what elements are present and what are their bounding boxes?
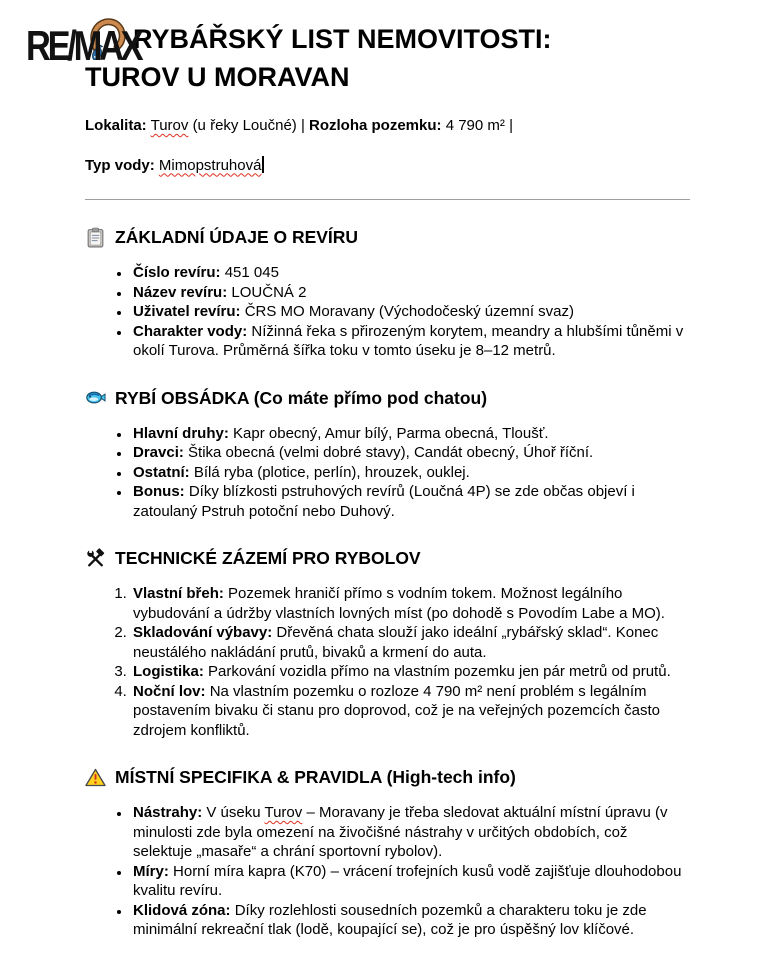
remax-logo: RE/MAX	[26, 22, 141, 69]
item-text: Pozemek hraničí přímo s vodním tokem. Možnost legálního vybudování a údržby vlastních lovných míst (po dohodě s Povodím Labe a MO).	[133, 585, 665, 622]
fish-icon	[85, 387, 106, 408]
list-item	[131, 482, 690, 521]
list-item	[131, 424, 690, 444]
list-item	[131, 322, 690, 361]
item-label: Vlastní břeh:	[133, 585, 224, 602]
item-text: Na vlastním pozemku o rozloze 4 790 m² není problém s legálním postavením bivaku či stanu pro doprovod, což je na veřejných pozemcích často zdrojem konfliktů.	[133, 682, 660, 739]
rozloha-value: 4 790 m² |	[445, 117, 513, 134]
item-text: Parkování vozidla přímo na vlastním pozemku jen pár metrů od prutů.	[208, 663, 671, 680]
item-label: Bonus:	[133, 483, 185, 500]
section-title: ZÁKLADNÍ ÚDAJE O REVÍRU	[115, 227, 359, 247]
divider	[85, 199, 690, 200]
clipboard-icon	[85, 227, 106, 248]
lokalita-label: Lokalita:	[85, 117, 147, 134]
list-item	[131, 662, 690, 682]
item-text: Kapr obecný, Amur bílý, Parma obecná, Tloušť.	[233, 424, 549, 442]
item-text: 451 045	[224, 264, 279, 281]
item-text: Dřevěná chata slouží jako ideální „rybářský sklad“. Konec neustálého nakládání prutů, bivaků a krmení do auta.	[133, 624, 659, 661]
item-label: Noční lov:	[133, 682, 206, 700]
list-item	[131, 283, 690, 303]
typ-vody-label: Typ vody:	[85, 156, 155, 174]
item-text: Štika obecná (velmi dobré stavy), Candát obecný, Úhoř říční.	[188, 444, 594, 461]
list-item	[131, 803, 690, 862]
item-label: Charakter vody:	[133, 322, 248, 340]
item-text: Bílá ryba (plotice, perlín), hrouzek, ouklej.	[193, 463, 470, 481]
item-label: Název revíru:	[133, 283, 228, 301]
item-text: Díky blízkosti pstruhových revírů (Loučná 4P) se zde občas objeví i zatoulaný Pstruh potoční nebo Duhový.	[133, 483, 635, 520]
section-heading-technicke-zazemi	[85, 547, 690, 569]
item-text: Horní míra kapra (K70) – vrácení trofejních kusů vodě zajišťuje dlouhodobou kvalitu revíru.	[133, 862, 682, 899]
section-heading-zakladni-udaje	[85, 226, 690, 248]
item-text-misspelled: Turov	[264, 804, 303, 821]
lokalita-rest: (u řeky Loučné) |	[192, 117, 305, 134]
section-heading-mistni-specifika	[85, 766, 690, 788]
rozloha-label: Rozloha pozemku:	[309, 117, 442, 134]
item-label: Míry:	[133, 862, 169, 880]
item-label: Nástrahy:	[133, 804, 203, 821]
title-line-1: RYBÁŘSKÝ LIST NEMOVITOSTI:	[133, 24, 552, 54]
item-text: Nížinná řeka s přirozeným korytem, meandry a hlubšími tůněmi v okolí Turova. Průměrná šířka toku v tomto úseku je 8–12 metrů.	[133, 322, 684, 359]
list-item	[131, 443, 690, 463]
lokalita-place: Turov	[150, 117, 189, 134]
item-label: Hlavní druhy:	[133, 424, 229, 442]
item-label: Klidová zóna:	[133, 901, 231, 919]
section-heading-rybi-obsadka	[85, 387, 690, 409]
list-item	[131, 623, 690, 662]
list-item	[131, 682, 690, 741]
item-label: Dravci:	[133, 444, 184, 461]
typ-vody-value: Mimopstruhová	[158, 156, 262, 174]
bullet-list-mistni-specifika	[85, 803, 690, 940]
item-label: Číslo revíru:	[133, 264, 221, 281]
section-title: MÍSTNÍ SPECIFIKA & PRAVIDLA (High-tech info)	[115, 767, 516, 787]
numbered-list-technicke-zazemi	[85, 584, 690, 740]
section-title: RYBÍ OBSÁDKA (Co máte přímo pod chatou)	[115, 387, 488, 408]
list-item	[131, 901, 690, 940]
tools-icon	[85, 548, 106, 569]
item-label: Ostatní:	[133, 463, 190, 481]
meta-line-watertype[interactable]	[85, 156, 690, 176]
list-item	[131, 862, 690, 901]
list-item	[131, 584, 690, 623]
bullet-list-zakladni-udaje	[85, 263, 690, 361]
item-label: Logistika:	[133, 663, 204, 680]
item-text: Díky rozlehlosti sousedních pozemků a charakteru toku je zde minimální rekreační tlak (lodě, koupající se), což je pro úspěšný lov klíčové.	[133, 901, 647, 938]
list-item	[131, 302, 690, 322]
item-text: ČRS MO Moravany (Východočeský územní svaz)	[244, 303, 574, 320]
warning-icon	[85, 767, 106, 788]
text-caret	[262, 156, 264, 173]
list-item	[131, 263, 690, 283]
item-text: LOUČNÁ 2	[231, 283, 307, 301]
title-line-2: TUROV U MORAVAN	[85, 62, 350, 92]
section-title: TECHNICKÉ ZÁZEMÍ PRO RYBOLOV	[115, 548, 421, 568]
item-label: Skladování výbavy:	[133, 624, 273, 641]
meta-line-location[interactable]	[85, 116, 690, 136]
bullet-list-rybi-obsadka	[85, 424, 690, 522]
item-label: Uživatel revíru:	[133, 303, 241, 320]
item-text: – Moravany je třeba sledovat aktuální místní úpravu (v minulosti zde byla omezení na živočišné nástrahy v určitých obdobích, což selektuje „masaře“ a chrání sportovní rybolov).	[133, 804, 668, 860]
list-item	[131, 463, 690, 483]
item-text: V úseku	[206, 804, 261, 821]
page-title	[85, 16, 690, 94]
